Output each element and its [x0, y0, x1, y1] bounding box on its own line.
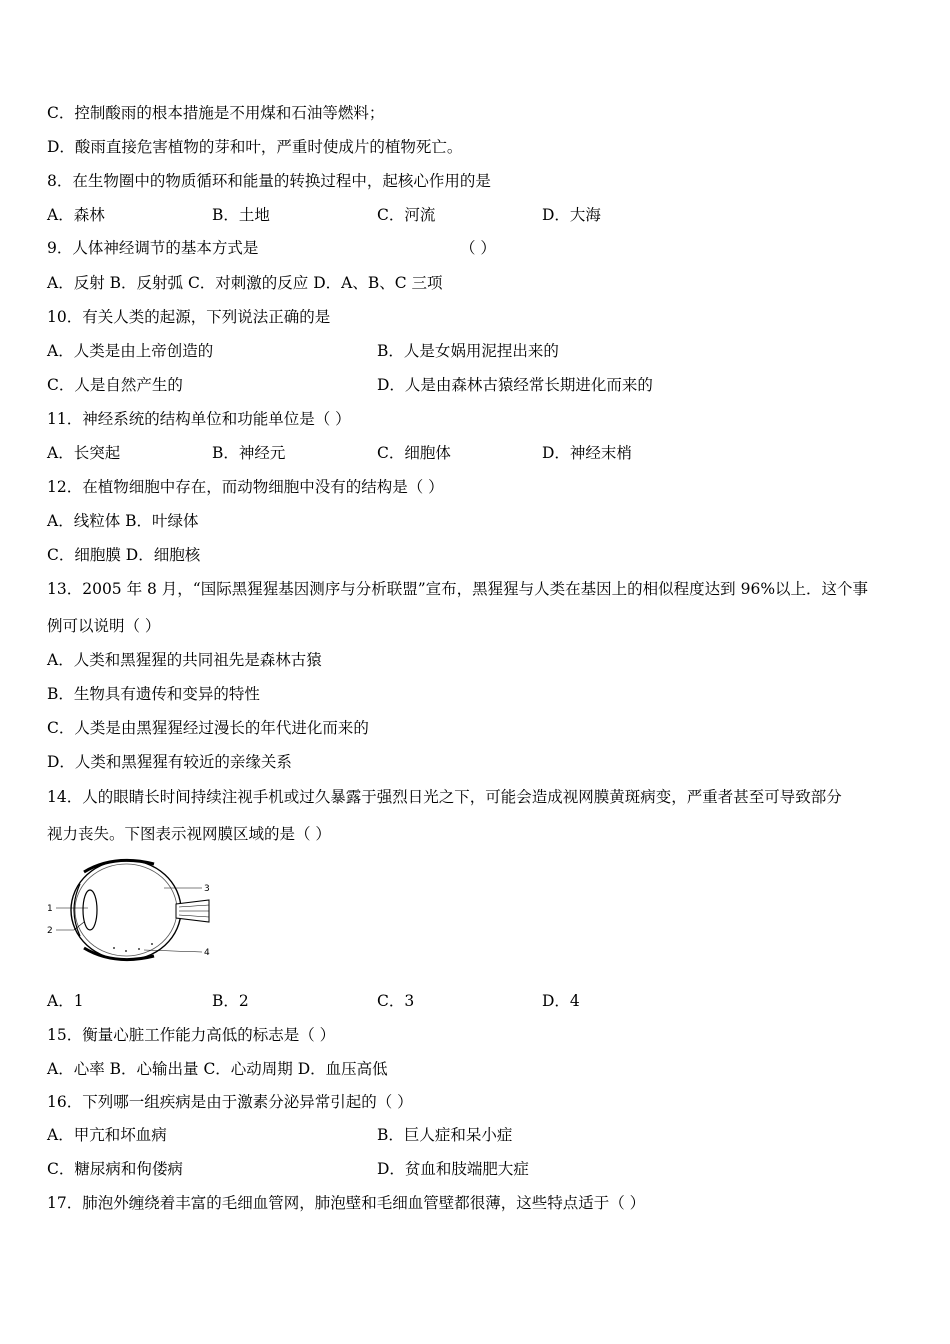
q8-option-b[interactable]: B．土地: [212, 206, 270, 224]
option-c-prev: C．控制酸雨的根本措施是不用煤和石油等燃料；: [47, 104, 385, 122]
option-d-prev: D．酸雨直接危害植物的芽和叶，严重时使成片的植物死亡。: [47, 138, 463, 156]
q8-option-a[interactable]: A．森林: [47, 206, 105, 224]
question-12: 12．在植物细胞中存在，而动物细胞中没有的结构是（ ）: [47, 478, 444, 496]
question-10: 10．有关人类的起源，下列说法正确的是: [47, 308, 331, 326]
q12-options-ab[interactable]: A．线粒体 B．叶绿体: [47, 512, 199, 530]
q16-option-c[interactable]: C．糖尿病和佝偻病: [47, 1160, 183, 1178]
q11-option-a[interactable]: A．长突起: [47, 444, 121, 462]
q11-option-b[interactable]: B．神经元: [212, 444, 286, 462]
q16-option-b[interactable]: B．巨人症和呆小症: [377, 1126, 513, 1144]
q10-option-b[interactable]: B．人是女娲用泥捏出来的: [377, 342, 559, 360]
question-9: 9．人体神经调节的基本方式是: [47, 239, 259, 257]
q14-option-b[interactable]: B．2: [212, 992, 249, 1010]
question-15: 15．衡量心脏工作能力高低的标志是（ ）: [47, 1026, 336, 1044]
q10-option-d[interactable]: D．人是由森林古猿经常长期进化而来的: [377, 376, 653, 394]
eye-label-1: 1: [47, 904, 53, 914]
q13-option-d[interactable]: D．人类和黑猩猩有较近的亲缘关系: [47, 753, 292, 771]
q13-option-b[interactable]: B．生物具有遗传和变异的特性: [47, 685, 260, 703]
question-14-line-1: 14．人的眼睛长时间持续注视手机或过久暴露于强烈日光之下，可能会造成视网膜黄斑病变，严重者甚至可导致部分: [47, 788, 842, 806]
q10-option-c[interactable]: C．人是自然产生的: [47, 376, 183, 394]
eye-inner-dots: [113, 943, 153, 952]
q16-option-a[interactable]: A．甲亢和坏血病: [47, 1126, 167, 1144]
q14-option-a[interactable]: A．1: [47, 992, 84, 1010]
q12-options-cd[interactable]: C．细胞膜 D．细胞核: [47, 546, 201, 564]
eye-diagram: [44, 852, 219, 972]
q8-option-c[interactable]: C．河流: [377, 206, 436, 224]
q9-options[interactable]: A．反射 B．反射弧 C．对刺激的反应 D．A、B、C 三项: [47, 274, 443, 292]
question-16: 16．下列哪一组疾病是由于激素分泌异常引起的（ ）: [47, 1093, 413, 1111]
q10-option-a[interactable]: A．人类是由上帝创造的: [47, 342, 214, 360]
q9-answer-blank: （ ）: [460, 239, 496, 257]
q14-option-c[interactable]: C．3: [377, 992, 415, 1010]
q16-option-d[interactable]: D．贫血和肢端肥大症: [377, 1160, 529, 1178]
q8-option-d[interactable]: D．大海: [542, 206, 601, 224]
eye-label-4: 4: [204, 948, 210, 958]
q13-option-c[interactable]: C．人类是由黑猩猩经过漫长的年代进化而来的: [47, 719, 369, 737]
question-13-line-1: 13．2005 年 8 月，“国际黑猩猩基因测序与分析联盟”宣布，黑猩猩与人类在基因上的相似程度达到 96%以上．这个事: [47, 580, 869, 598]
question-8: 8．在生物圈中的物质循环和能量的转换过程中，起核心作用的是: [47, 172, 491, 190]
question-11: 11．神经系统的结构单位和功能单位是（ ）: [47, 410, 351, 428]
q11-option-c[interactable]: C．细胞体: [377, 444, 451, 462]
question-14-line-2: 视力丧失。下图表示视网膜区域的是（ ）: [47, 825, 331, 843]
question-17: 17．肺泡外缠绕着丰富的毛细血管网，肺泡壁和毛细血管壁都很薄，这些特点适于（ ）: [47, 1194, 646, 1212]
question-13-line-2: 例可以说明（ ）: [47, 617, 161, 635]
eye-label-2: 2: [47, 926, 53, 936]
q13-option-a[interactable]: A．人类和黑猩猩的共同祖先是森林古猿: [47, 651, 322, 669]
q11-option-d[interactable]: D．神经末梢: [542, 444, 632, 462]
q15-options[interactable]: A．心率 B．心输出量 C．心动周期 D．血压高低: [47, 1060, 388, 1078]
eye-label-3: 3: [204, 884, 210, 894]
q14-option-d[interactable]: D．4: [542, 992, 580, 1010]
